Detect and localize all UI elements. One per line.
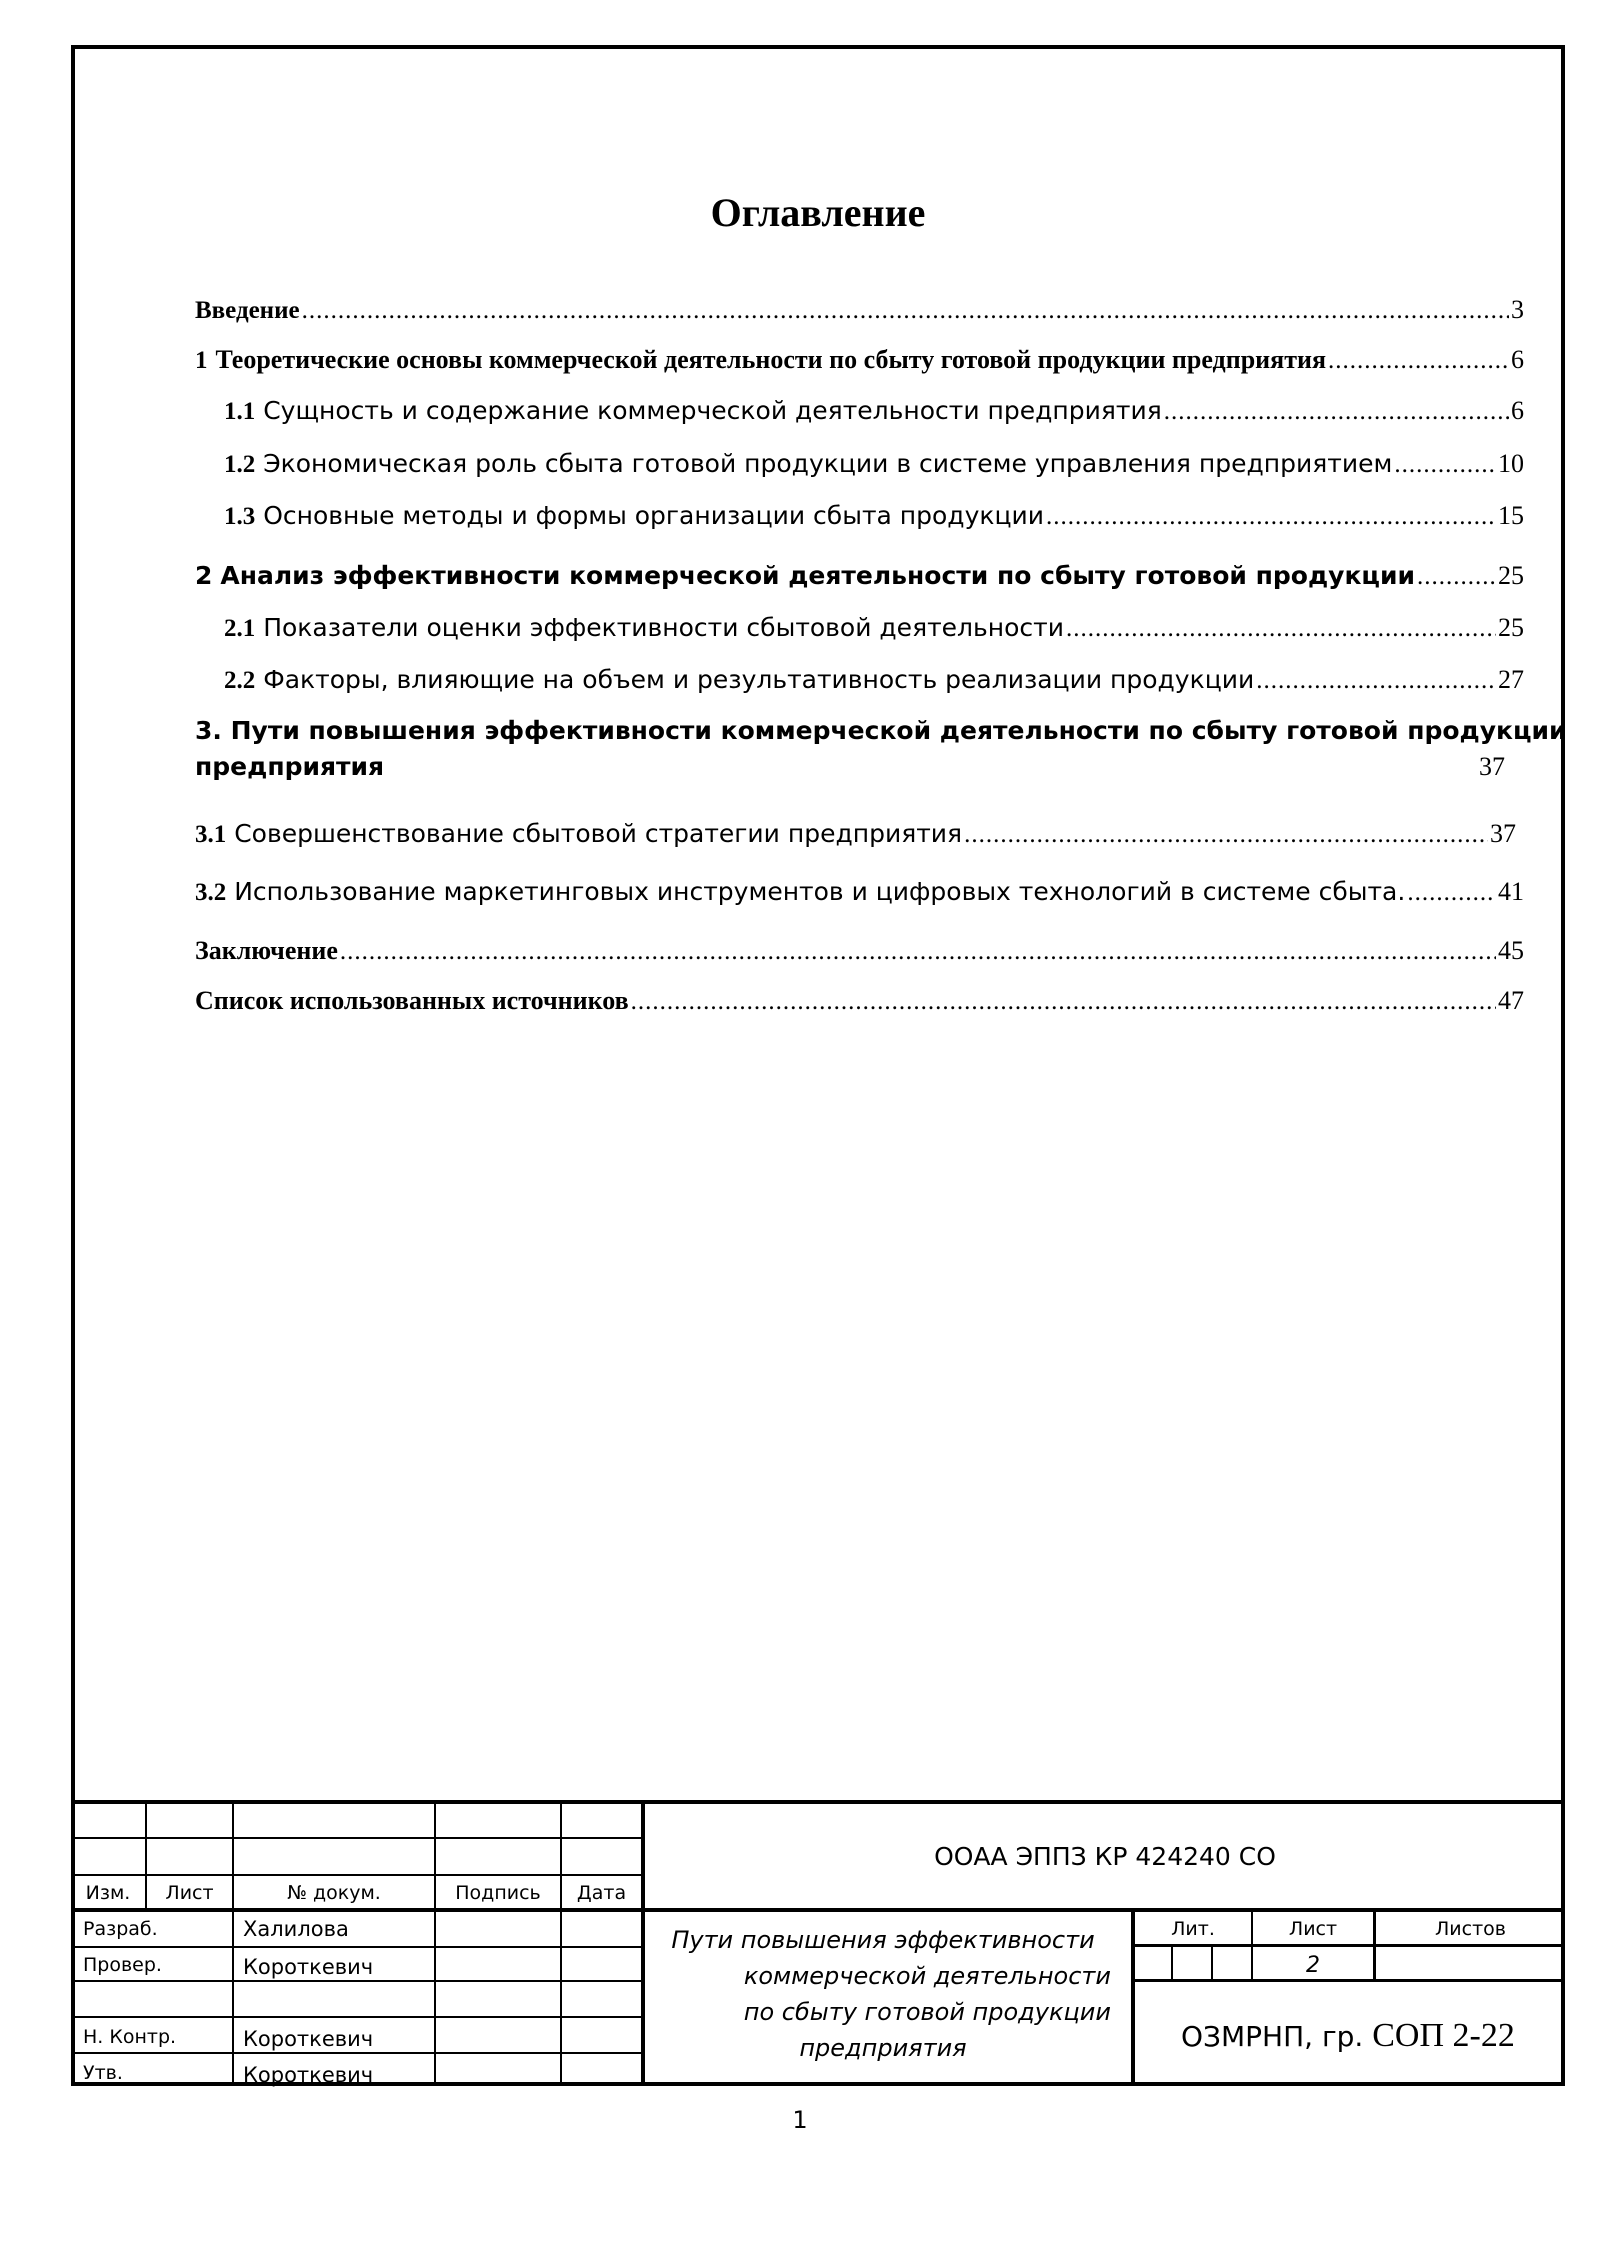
toc-entry-number: 2.2 [224,667,256,694]
toc-leader-dots [1407,876,1496,910]
sheets-label: Листов [1435,1918,1506,1940]
toc-entry-number: 1 [195,347,208,374]
document-code: ООАА ЭППЗ КР 424240 СО [934,1842,1276,1871]
toc-entry-number: 3.2 [195,879,227,906]
toc-leader-dots [1328,344,1509,378]
toc-entry-text: Совершенствование сбытовой стратегии предприятия [234,819,963,848]
header-signature: Подпись [455,1882,541,1904]
toc-entry-text: Использование маркетинговых инструментов и цифровых технологий в системе сбыта. [234,877,1406,906]
toc-entry-text: Введение [195,297,300,324]
work-title-line: Пути повышения эффективности [671,1926,1095,1954]
toc-entry[interactable] [224,499,1524,534]
group-number: СОП 2-22 [1372,2017,1515,2054]
toc-entry-number: 2 [195,561,213,590]
toc-leader-dots [964,818,1488,852]
toc-entry[interactable] [195,559,1524,594]
role-norm-control: Н. Контр. [83,2026,177,2048]
toc-entry-text-line1: Пути повышения эффективности коммерческой деятельности по сбыту готовой продукции [230,716,1567,745]
toc-entry-text: Анализ эффективности коммерческой деятельности по сбыту готовой продукции [220,561,1415,590]
toc-entry-text: Факторы, влияющие на объем и результативность реализации продукции [263,665,1255,694]
toc-leader-dots [1164,395,1509,429]
organization-group [1181,2018,1515,2055]
toc-entry-page: 3 [1511,295,1524,324]
toc-entry[interactable] [195,713,1567,785]
toc-entry[interactable] [195,293,1524,328]
name-checker: Короткевич [243,1955,374,1979]
toc-entry-page: 27 [1498,665,1524,694]
toc-entry[interactable] [195,875,1524,910]
toc-entry[interactable] [195,984,1524,1019]
header-izm: Изм. [85,1882,131,1904]
toc-entry-text: Показатели оценки эффективности сбытовой деятельности [263,613,1064,642]
toc-entry-text-line2: предприятия [195,752,385,781]
header-date: Дата [576,1882,627,1904]
toc-entry-number: 3.1 [195,821,227,848]
work-title-line: коммерческой деятельности [743,1962,1111,1990]
toc-entry-text: Теоретические основы коммерческой деятельности по сбыту готовой продукции предприятия [215,345,1327,374]
role-approver: Утв. [83,2062,123,2084]
toc-entry[interactable] [224,663,1524,698]
toc-entry[interactable] [195,934,1524,969]
toc-entry-number: 1.2 [224,451,256,478]
header-doc-number: № докум. [287,1882,381,1904]
toc-title: Оглавление [710,190,926,235]
toc-leader-dots [1256,664,1496,698]
toc-leader-dots [340,935,1496,969]
toc-entry-page: 25 [1498,613,1524,642]
toc-entry-page: 37 [1490,819,1516,848]
toc-entry-text: Экономическая роль сбыта готовой продукции в системе управления предприятием [263,449,1393,478]
toc-entry-text: Сущность и содержание коммерческой деятельности предприятия [263,396,1162,425]
toc-entry[interactable] [224,394,1524,429]
toc-entry-page: 10 [1498,449,1524,478]
toc-leader-dots [1417,560,1496,594]
toc-entry-page: 6 [1511,396,1524,425]
toc-entry-page: 6 [1511,345,1524,374]
header-list: Лист [165,1882,214,1904]
work-title [645,1922,1131,2066]
toc-entry-text: Заключение [195,936,338,965]
toc-entry-page: 37 [1479,752,1505,781]
toc-entry-text: Основные методы и формы организации сбыта продукции [263,501,1044,530]
role-developer: Разраб. [83,1918,158,1940]
name-approver: Короткевич [243,2063,374,2087]
title-block [71,1800,1565,2086]
sheet-label: Лист [1288,1918,1338,1940]
sheet-value: 2 [1306,1953,1320,1978]
toc-entry[interactable] [224,611,1524,646]
page-number: 1 [792,2106,808,2134]
toc-entry-text: Список использованных источников [195,986,629,1015]
toc-entry-number: 2.1 [224,615,256,642]
toc-entry-page: 25 [1498,561,1524,590]
toc-leader-dots [631,985,1496,1019]
toc-leader-dots [1046,500,1496,534]
role-checker: Провер. [83,1954,162,1976]
page-frame [71,45,1565,2086]
toc-entry-page: 15 [1498,501,1524,530]
toc-entry-number: 3. [195,716,222,745]
toc-entry[interactable] [195,817,1516,852]
toc-leader-dots [302,294,1509,328]
toc-entry-number: 1.1 [224,398,256,425]
work-title-line: предприятия [799,2034,967,2062]
lit-label: Лит. [1171,1918,1215,1940]
toc-entry[interactable] [224,447,1524,482]
name-norm-control: Короткевич [243,2027,374,2051]
toc-entry-number: 1.3 [224,503,256,530]
toc-leader-dots [1394,448,1496,482]
organization-prefix: ОЗМРНП, гр. [1181,2020,1364,2053]
name-developer: Халилова [243,1917,349,1941]
toc-entry-page: 41 [1498,877,1524,906]
toc-entry-page: 45 [1498,936,1524,965]
toc-leader-dots [1066,612,1496,646]
toc-entry-page: 47 [1498,986,1524,1015]
work-title-line: по сбыту готовой продукции [743,1998,1111,2026]
toc-entry[interactable] [195,343,1524,378]
